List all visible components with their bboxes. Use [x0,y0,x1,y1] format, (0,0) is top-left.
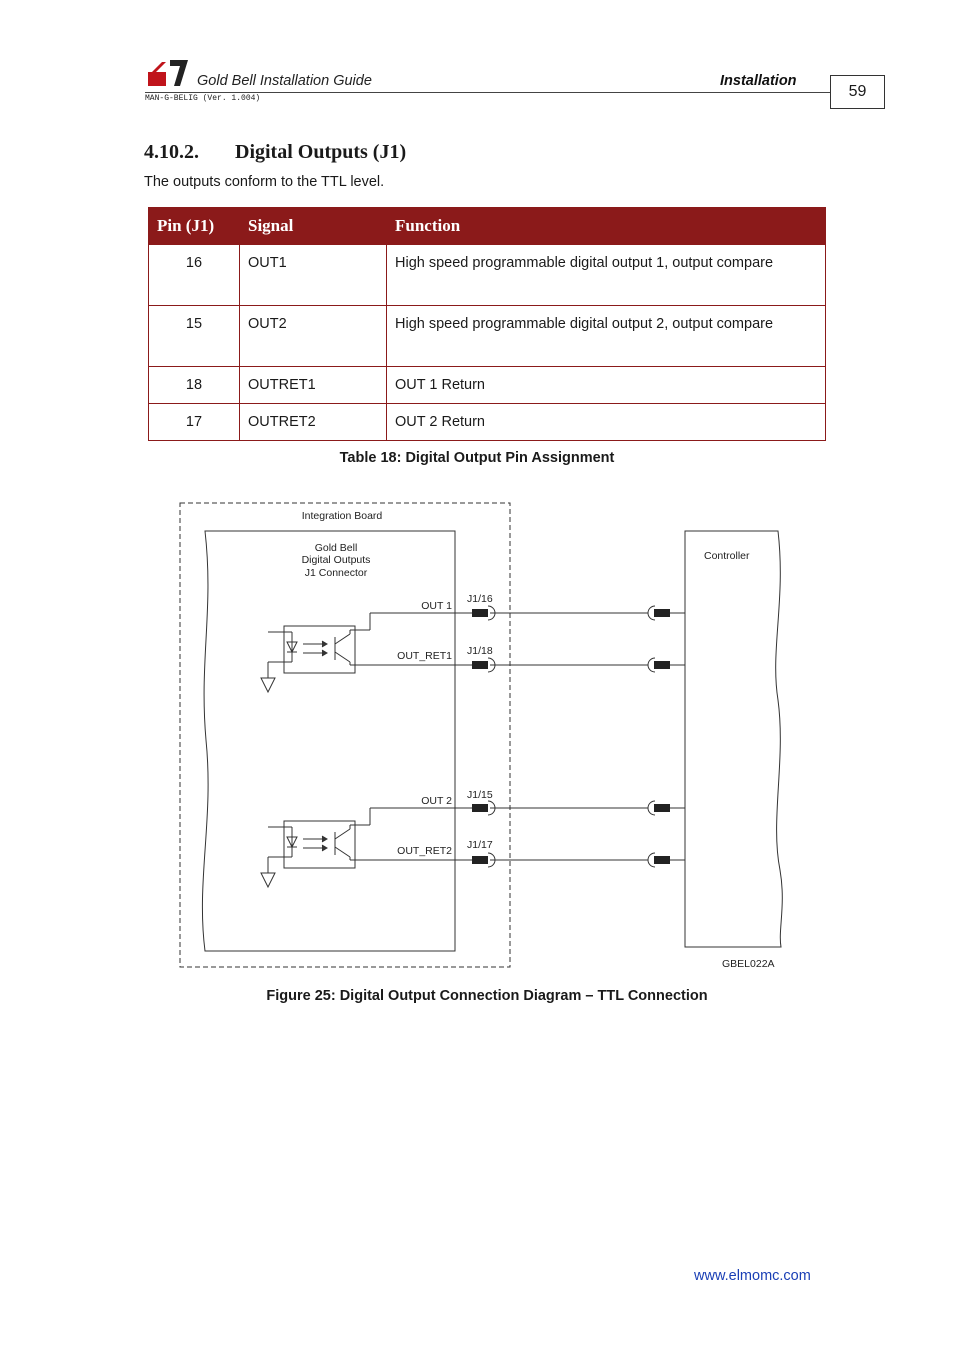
controller-box [685,531,782,947]
intro-paragraph: The outputs conform to the TTL level. [144,174,385,190]
pin-cell: 16 [149,245,240,306]
gold-bell-board [202,531,455,951]
document-title: Gold Bell Installation Guide [197,73,372,89]
signal-cell: OUTRET2 [240,404,387,441]
section-heading: Digital Outputs (J1) [235,141,407,163]
controller-label: Controller [704,550,750,562]
pin-label-j1-17: J1/17 [467,839,493,851]
pin-label-j1-15: J1/15 [467,789,493,801]
signal-label-out2: OUT 2 [421,795,452,807]
connection-diagram [0,490,954,980]
header-rule [145,92,830,93]
section-name: Installation [720,73,797,89]
pin-cell: 17 [149,404,240,441]
function-cell: High speed programmable digital output 1, output compare [387,245,826,306]
footer-website-link[interactable]: www.elmomc.com [694,1268,811,1284]
signal-label-out-ret1: OUT_RET1 [397,650,452,662]
table-row [149,367,826,404]
figure-id: GBEL022A [722,958,775,970]
signal-cell: OUTRET1 [240,367,387,404]
column-header-pin: Pin (J1) [149,208,240,245]
signal-label-out1: OUT 1 [421,600,452,612]
signal-cell: OUT1 [240,245,387,306]
connector-title-line-1: Gold Bell [314,542,358,554]
document-code: MAN-G-BELIG (Ver. 1.004) [145,94,261,103]
table-row [149,404,826,441]
function-cell: OUT 2 Return [387,404,826,441]
pin-cell: 15 [149,306,240,367]
signal-cell: OUT2 [240,306,387,367]
column-header-function: Function [387,208,826,245]
connector-title-line-3: J1 Connector [304,567,368,579]
function-cell: High speed programmable digital output 2, output compare [387,306,826,367]
pin-cell: 18 [149,367,240,404]
page-number: 59 [830,75,885,109]
pin-label-j1-18: J1/18 [467,645,493,657]
section-number: 4.10.2. [144,141,199,163]
column-header-signal: Signal [240,208,387,245]
signal-wires [490,613,685,860]
function-cell: OUT 1 Return [387,367,826,404]
signal-label-out-ret2: OUT_RET2 [397,845,452,857]
pin-assignment-table [148,207,826,441]
table-header-row [149,208,826,245]
integration-board-label: Integration Board [301,510,383,522]
elmo-logo [148,58,190,88]
table-row [149,245,826,306]
pin-label-j1-16: J1/16 [467,593,493,605]
table-caption: Table 18: Digital Output Pin Assignment [339,450,615,466]
controller-connectors [648,606,670,867]
figure-caption: Figure 25: Digital Output Connection Diagram – TTL Connection [266,988,708,1004]
table-row [149,306,826,367]
connector-title-line-2: Digital Outputs [301,554,371,566]
